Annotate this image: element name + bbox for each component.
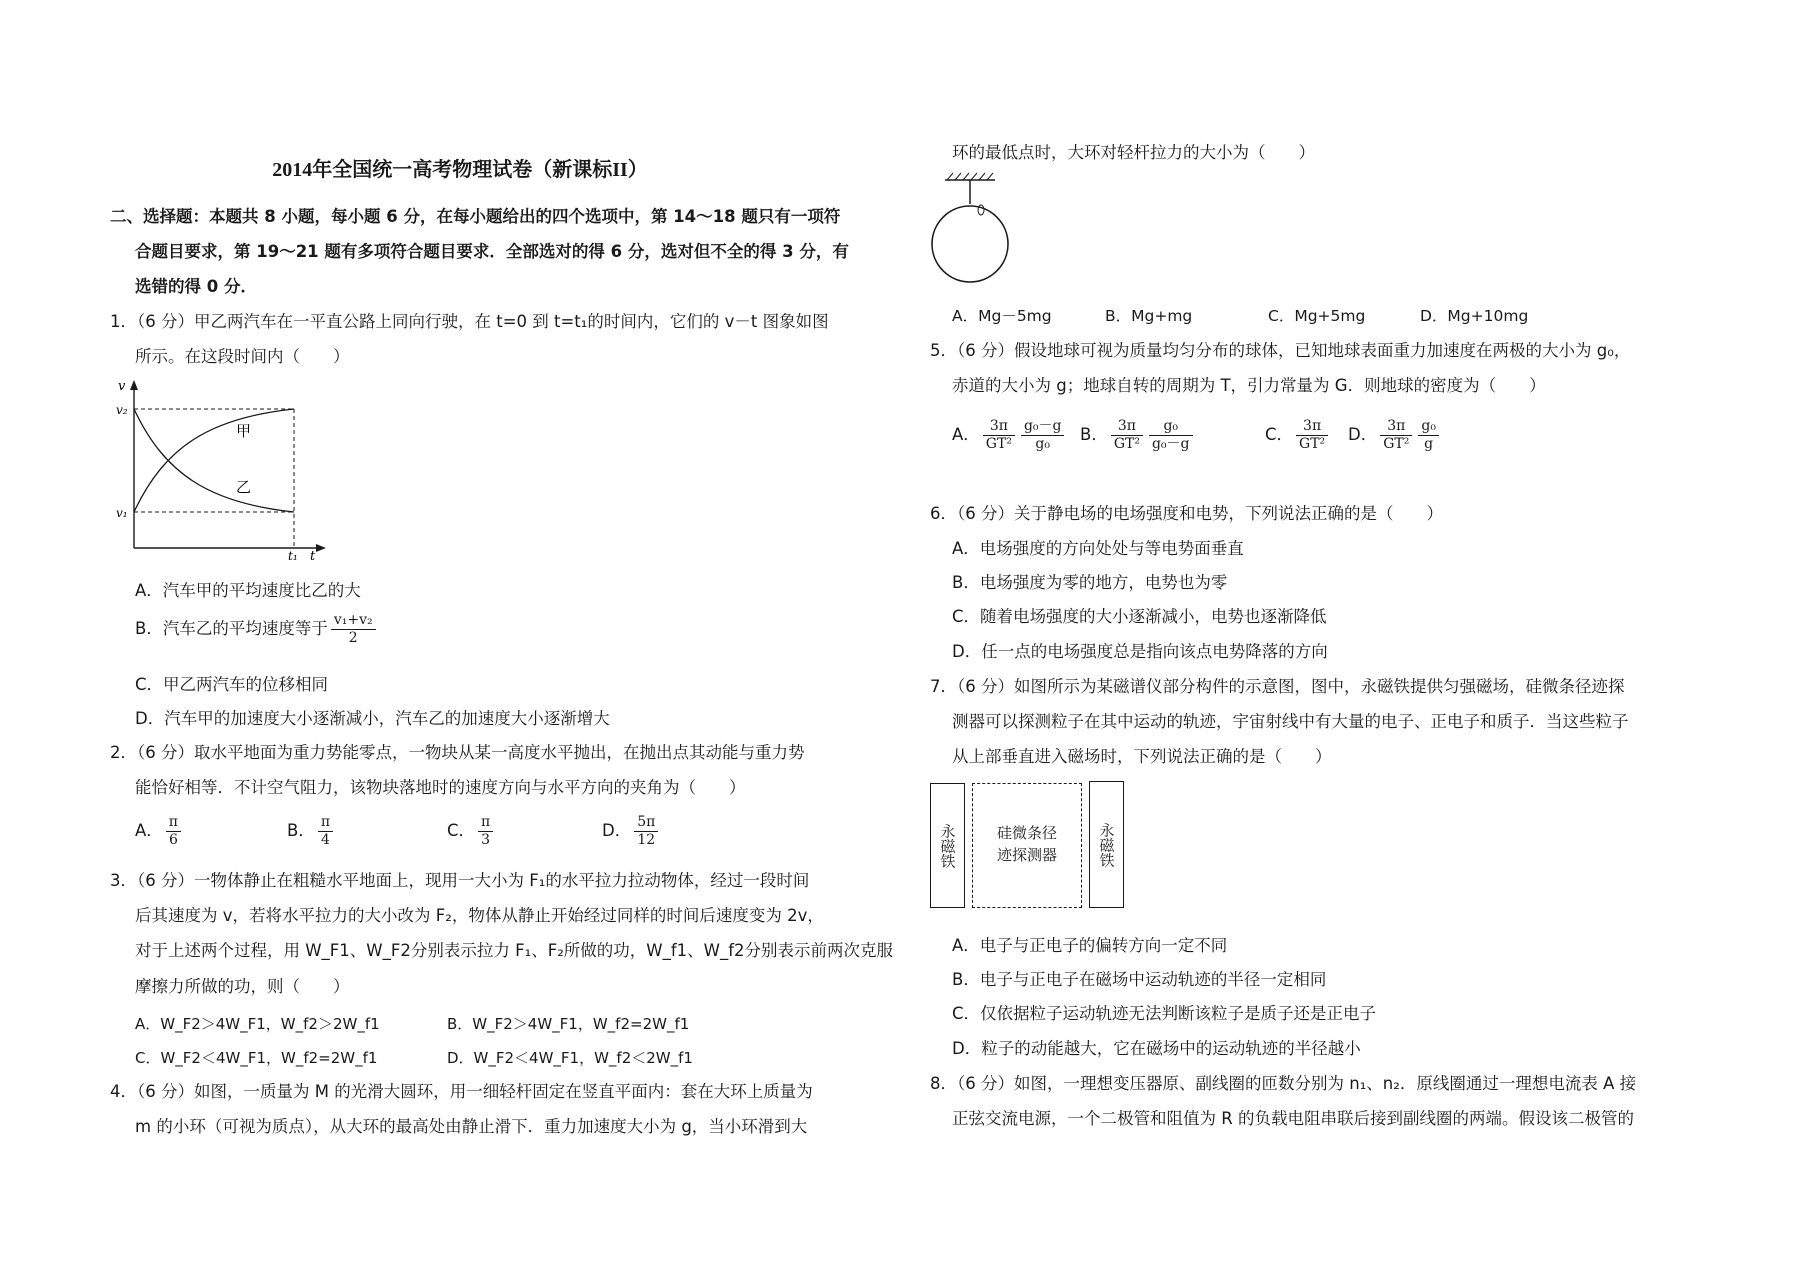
q7-stem-line-1: 7．（6 分）如图所示为某磁谱仪部分构件的示意图，图中，永磁铁提供匀强磁场，硅微条径迹探 xyxy=(930,677,1625,696)
option-fraction xyxy=(983,418,1015,453)
q1-option-b xyxy=(135,612,379,647)
q1-option-c: C．甲乙两汽车的位移相同 xyxy=(135,675,329,694)
fraction-denominator: GT² xyxy=(1383,436,1410,452)
fraction-numerator: 5π xyxy=(634,814,658,832)
option-label: A． xyxy=(135,821,163,840)
fraction-numerator: g₀ xyxy=(1149,418,1193,436)
option-fraction xyxy=(318,814,333,849)
curve-yi xyxy=(134,409,294,512)
fraction-denominator: 2 xyxy=(348,630,358,646)
large-ring xyxy=(932,206,1008,282)
fraction-numerator: π xyxy=(478,814,493,832)
q3-option-a: A．W_F2＞4W_F1，W_f2＞2W_f1 xyxy=(135,1015,380,1033)
option-fraction xyxy=(478,814,493,849)
q1-option-a: A．汽车甲的平均速度比乙的大 xyxy=(135,581,361,600)
section-instructions-line-3: 选错的得 0 分． xyxy=(135,277,257,296)
q4-ring-diagram xyxy=(925,172,1015,287)
q7-option-d: D．粒子的动能越大，它在磁场中的运动轨迹的半径越小 xyxy=(952,1039,1361,1058)
option-label: C． xyxy=(1265,425,1294,444)
option-label: A． xyxy=(952,425,980,444)
t-axis-arrow xyxy=(316,544,326,552)
fraction-numerator: π xyxy=(318,814,333,832)
fraction-numerator: 3π xyxy=(1111,418,1143,436)
fraction-denominator: 3 xyxy=(481,832,491,848)
ceiling-hatch xyxy=(947,173,993,180)
q6-option-c: C．随着电场强度的大小逐渐减小，电势也逐渐降低 xyxy=(952,607,1327,626)
q8-stem-line-1: 8．（6 分）如图，一理想变压器原、副线圈的匝数分别为 n₁、n₂．原线圈通过一理想电流表 A 接 xyxy=(930,1074,1637,1093)
magnet-label: 永磁铁 xyxy=(1097,822,1116,867)
q7-option-c: C．仅依据粒子运动轨迹无法判断该粒子是质子还是正电子 xyxy=(952,1004,1377,1023)
q7-option-b: B．电子与正电子在磁场中运动轨迹的半径一定相同 xyxy=(952,970,1327,989)
left-permanent-magnet xyxy=(930,783,965,908)
t1-label: t₁ xyxy=(288,549,298,563)
option-fraction xyxy=(634,814,658,849)
q4-stem-line-2: m 的小环（可视为质点），从大环的最高处由静止滑下．重力加速度大小为 g，当小环滑到大 xyxy=(135,1117,808,1136)
fraction-denominator: 12 xyxy=(637,832,656,848)
q3-option-d: D．W_F2＜4W_F1，W_f2＜2W_f1 xyxy=(447,1049,693,1067)
section-instructions-line-1: 二、选择题：本题共 8 小题，每小题 6 分，在每小题给出的四个选项中，第 14～18 题只有一项符 xyxy=(110,207,841,226)
fraction-numerator: 3π xyxy=(1380,418,1412,436)
q3-stem-line-4: 摩擦力所做的功，则（ ） xyxy=(135,977,350,996)
fraction-denominator: GT² xyxy=(1113,436,1140,452)
q4-stem-line-1: 4．（6 分）如图，一质量为 M 的光滑大圆环，用一细轻杆固定在竖直平面内：套在大环上质量为 xyxy=(110,1082,813,1101)
q6-option-a: A．电场强度的方向处处与等电势面垂直 xyxy=(952,539,1244,558)
page-title: 2014年全国统一高考物理试卷（新课标II） xyxy=(272,159,648,181)
curve-jia xyxy=(134,409,294,512)
q6-option-b: B．电场强度为零的地方，电势也为零 xyxy=(952,573,1228,592)
fraction-denominator: g₀－g xyxy=(1151,436,1190,452)
q7-stem-line-3: 从上部垂直进入磁场时，下列说法正确的是（ ） xyxy=(952,747,1332,766)
small-ring xyxy=(978,205,984,215)
right-permanent-magnet xyxy=(1089,781,1124,908)
option-label: C． xyxy=(447,821,476,840)
option-label: D． xyxy=(1348,425,1378,444)
q8-stem-line-2: 正弦交流电源，一个二极管和阻值为 R 的负载电阻串联后接到副线圈的两端。假设该二极管的 xyxy=(952,1109,1634,1128)
q2-stem-line-1: 2．（6 分）取水平地面为重力势能零点，一物块从某一高度水平抛出，在抛出点其动能与重力势 xyxy=(110,743,805,762)
silicon-strip-detector xyxy=(972,783,1082,908)
curve-jia-label: 甲 xyxy=(236,422,252,440)
q5-option-b xyxy=(1080,418,1196,453)
option-fraction xyxy=(1296,418,1328,453)
q1-option-b-fraction xyxy=(331,612,376,647)
q7-option-a: A．电子与正电子的偏转方向一定不同 xyxy=(952,936,1228,955)
fraction-numerator: g₀－g xyxy=(1021,418,1065,436)
fraction-numerator: π xyxy=(166,814,181,832)
v-axis-label: v xyxy=(118,379,126,394)
magnet-label: 永磁铁 xyxy=(938,823,957,868)
option-fraction xyxy=(1418,418,1439,453)
q3-option-b: B．W_F2＞4W_F1，W_f2=2W_f1 xyxy=(447,1015,690,1033)
option-fraction xyxy=(1111,418,1143,453)
q1-stem-line-1: 1．（6 分）甲乙两汽车在一平直公路上同向行驶，在 t=0 到 t=t₁的时间内，它们的 v－t 图象如图 xyxy=(110,312,829,331)
q3-option-c: C．W_F2＜4W_F1，W_f2=2W_f1 xyxy=(135,1049,378,1067)
q5-option-d xyxy=(1348,418,1442,453)
option-label: B． xyxy=(287,821,315,840)
q2-option-d xyxy=(602,814,661,849)
v1-label: v₁ xyxy=(116,506,128,520)
fraction-denominator: g₀ xyxy=(1035,436,1050,452)
option-fraction xyxy=(1021,418,1065,453)
q2-option-b xyxy=(287,814,336,849)
option-fraction xyxy=(166,814,181,849)
q7-stem-line-2: 测器可以探测粒子在其中运动的轨迹，宇宙射线中有大量的电子、正电子和质子．当这些粒子 xyxy=(952,712,1629,731)
fraction-numerator: 3π xyxy=(1296,418,1328,436)
q4-stem-line-3: 环的最低点时，大环对轻杆拉力的大小为（ ） xyxy=(952,143,1315,162)
curve-yi-label: 乙 xyxy=(236,478,252,496)
q6-option-d: D．任一点的电场强度总是指向该点电势降落的方向 xyxy=(952,642,1328,661)
fraction-numerator: g₀ xyxy=(1418,418,1439,436)
fraction-denominator: 4 xyxy=(320,832,330,848)
option-label: D． xyxy=(602,821,632,840)
q1-stem-line-2: 所示。在这段时间内（ ） xyxy=(135,347,350,366)
q4-option-a: A．Mg－5mg xyxy=(952,307,1052,325)
fraction-numerator: v₁+v₂ xyxy=(331,612,376,630)
v2-label: v₂ xyxy=(116,403,128,417)
section-instructions-line-2: 合题目要求，第 19～21 题有多项符合题目要求．全部选对的得 6 分，选对但不全的得 3 分，有 xyxy=(135,242,849,261)
option-fraction xyxy=(1380,418,1412,453)
q1-option-b-text: B．汽车乙的平均速度等于 xyxy=(135,619,328,638)
detector-label-line-2: 迹探测器 xyxy=(996,846,1057,864)
v-axis-arrow xyxy=(130,380,138,390)
q4-option-c: C．Mg+5mg xyxy=(1268,307,1366,325)
q2-option-a xyxy=(135,814,184,849)
option-fraction xyxy=(1149,418,1193,453)
fraction-denominator: GT² xyxy=(985,436,1012,452)
q5-option-a xyxy=(952,418,1067,453)
q3-stem-line-3: 对于上述两个过程，用 W_F1、W_F2分别表示拉力 F₁、F₂所做的功，W_f1、W_f2分别表示前两次克服 xyxy=(135,941,894,960)
q5-stem-line-2: 赤道的大小为 g；地球自转的周期为 T，引力常量为 G．则地球的密度为（ ） xyxy=(952,376,1546,395)
fraction-numerator: 3π xyxy=(983,418,1015,436)
q5-stem-line-1: 5．（6 分）假设地球可视为质量均匀分布的球体，已知地球表面重力加速度在两极的大小为 g₀， xyxy=(930,341,1631,360)
fraction-denominator: 6 xyxy=(168,832,178,848)
q3-stem-line-1: 3．（6 分）一物体静止在粗糙水平地面上，现用一大小为 F₁的水平拉力拉动物体，经过一段时间 xyxy=(110,871,810,890)
q1-option-d: D．汽车甲的加速度大小逐渐减小，汽车乙的加速度大小逐渐增大 xyxy=(135,709,610,728)
t-axis-label: t xyxy=(310,549,316,564)
q2-option-c xyxy=(447,814,496,849)
q2-stem-line-2: 能恰好相等．不计空气阻力，该物块落地时的速度方向与水平方向的夹角为（ ） xyxy=(135,778,746,797)
detector-label-line-1: 硅微条径 xyxy=(996,824,1057,842)
q3-stem-line-2: 后其速度为 v，若将水平拉力的大小改为 F₂，物体从静止开始经过同样的时间后速度变为 2v， xyxy=(135,906,824,925)
q6-stem: 6．（6 分）关于静电场的电场强度和电势，下列说法正确的是（ ） xyxy=(930,504,1443,523)
q5-option-c xyxy=(1265,418,1331,453)
q4-option-d: D．Mg+10mg xyxy=(1420,307,1529,325)
q1-vt-graph xyxy=(116,378,338,564)
option-label: B． xyxy=(1080,425,1108,444)
fraction-denominator: GT² xyxy=(1299,436,1326,452)
q4-option-b: B．Mg+mg xyxy=(1105,307,1193,325)
fraction-denominator: g xyxy=(1424,436,1434,452)
